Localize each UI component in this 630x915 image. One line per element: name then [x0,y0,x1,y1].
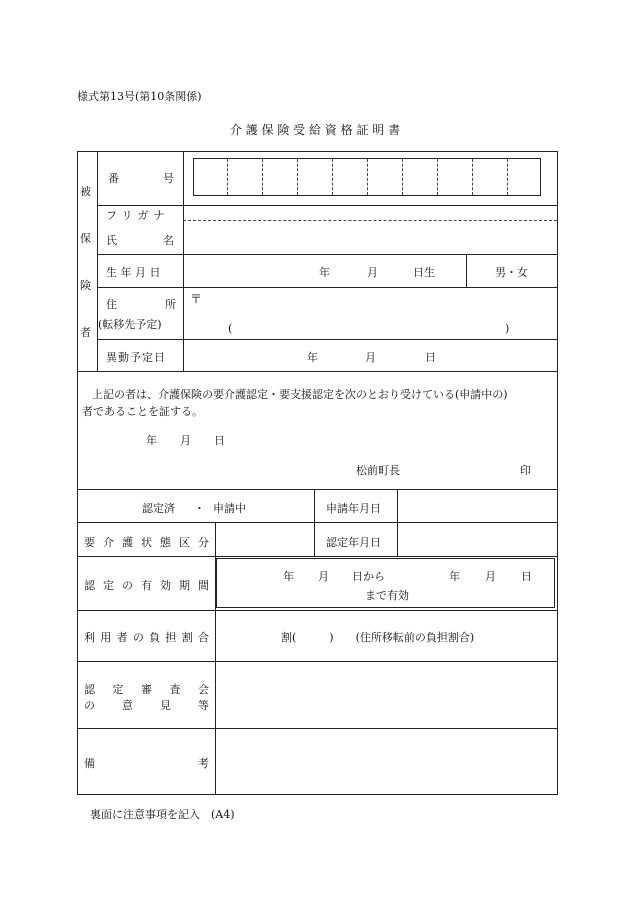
remarks-input[interactable] [216,729,556,794]
statement-line-2: 者であることを証する。 [82,405,203,418]
issuer-name: 松前町長 [356,464,400,477]
number-label: 番 号 [108,172,174,185]
burden-label: 利 用 者 の 負 担 割 合 [84,631,209,644]
statement-line-1: 上記の者は、介護保険の要介護認定・要支援認定を次のとおり受けている(申請中の) [92,388,508,401]
cert-date-year: 年 [146,434,157,447]
birth-label: 生 年 月 日 [106,266,161,279]
move-year: 年 [307,351,318,364]
birth-day: 日生 [413,266,435,279]
review-label-line-2: の 意 見 等 [84,699,209,712]
review-label-line-1: 認 定 審 査 会 [84,683,209,696]
status-separator: ・ [194,502,205,515]
validity-label: 認 定 の 有 効 期 間 [84,579,209,592]
validity-day-2: 日 [521,570,532,583]
gender-option[interactable]: 男・女 [495,266,528,279]
birth-year: 年 [319,266,330,279]
validity-until: まで有効 [365,589,409,602]
furigana-input[interactable] [184,206,556,220]
move-date-label: 異動予定日 [106,351,166,364]
footer-note: 裏面に注意事項を記入 (A4) [90,808,235,821]
status-certified-option[interactable]: 認定済 [142,502,175,515]
validity-month-1: 月 [318,570,329,583]
postal-mark-icon: 〒 [190,292,203,306]
cert-date-month: 月 [180,434,191,447]
name-input[interactable] [184,221,556,253]
address-input[interactable] [200,290,550,336]
name-label: 氏 名 [106,234,174,247]
insured-side-char: 被 [80,185,91,198]
furigana-label: フリガナ [106,209,170,222]
care-level-label: 要 介 護 状 態 区 分 [84,536,209,549]
cert-date-day: 日 [214,434,225,447]
validity-month-2: 月 [485,570,496,583]
address-label: 住 所 [106,298,176,311]
insured-side-char: 保 [80,232,91,245]
validity-year-2: 年 [449,570,460,583]
form-number: 様式第13号(第10条関係) [77,90,202,103]
application-date-label: 申請年月日 [326,502,381,515]
status-pending-option[interactable]: 申請中 [213,502,246,515]
address-paren-close: ) [505,322,510,335]
review-input[interactable] [216,662,556,728]
move-month: 月 [365,351,376,364]
move-day: 日 [425,351,436,364]
remarks-label: 備 考 [84,757,209,770]
seal-mark: 印 [520,464,531,477]
care-level-input[interactable] [216,523,313,556]
insured-side-char: 険 [80,279,91,292]
insured-number-input[interactable] [193,158,541,196]
address-paren-open: ( [228,322,233,335]
page-title: 介 護 保 険 受 給 資 格 証 明 書 [229,123,401,137]
cert-date-label: 認定年月日 [326,536,381,549]
validity-from: 日から [352,570,385,583]
cert-date-input[interactable] [398,523,556,556]
validity-year-1: 年 [283,570,294,583]
birth-month: 月 [367,266,378,279]
insured-side-char: 者 [80,326,91,339]
address-sub-label: (転移先予定) [98,318,162,331]
application-date-input[interactable] [398,490,556,522]
burden-value: 割( ) (住所移転前の負担割合) [281,631,475,644]
